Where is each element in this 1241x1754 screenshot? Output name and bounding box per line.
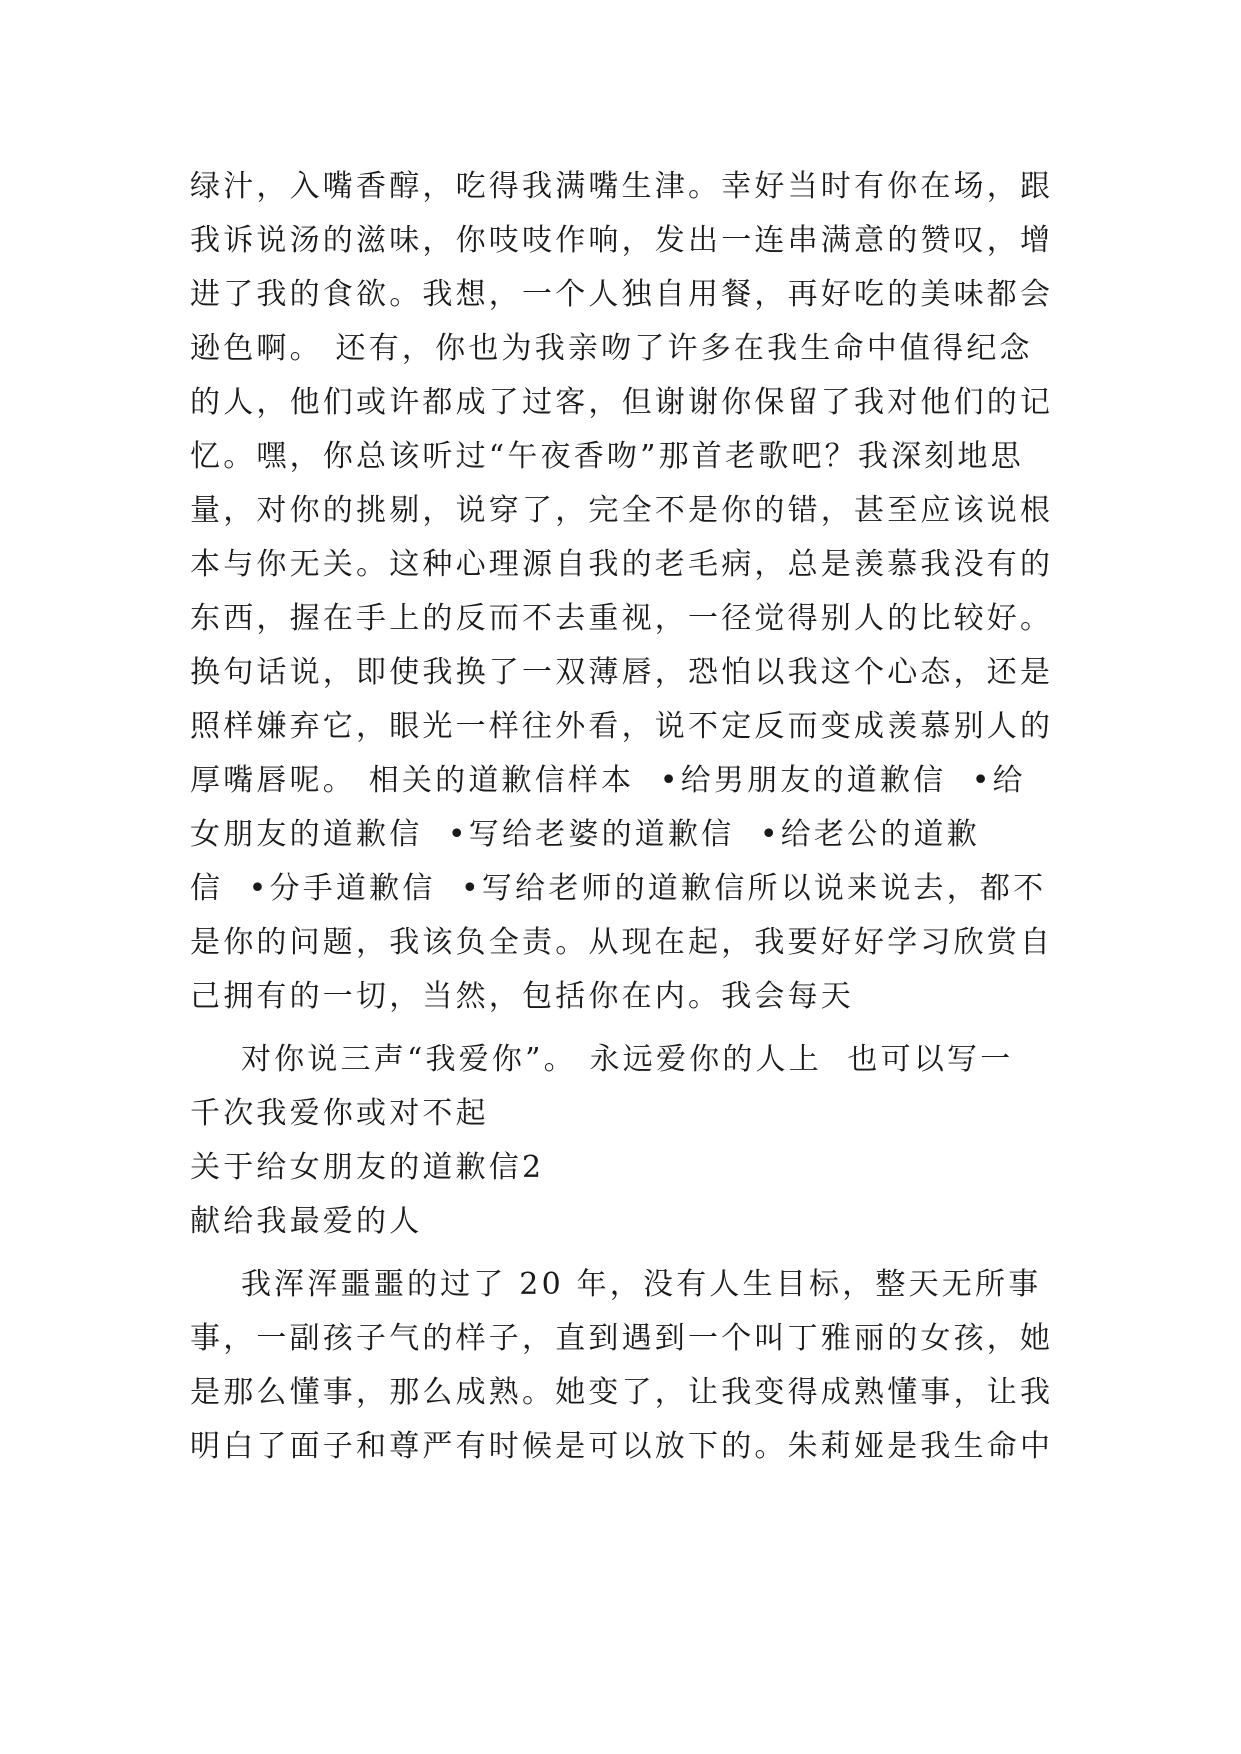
text-line: 绿汁，入嘴香醇，吃得我满嘴生津。幸好当时有你在场，跟 <box>190 169 1054 204</box>
text-line: 本与你无关。这种心理源自我的老毛病，总是羡慕我没有的 <box>190 547 1054 582</box>
text-line: 明白了面子和尊严有时候是可以放下的。朱莉娅是我生命中 <box>190 1429 1054 1464</box>
text-line: 是你的问题，我该负全责。从现在起，我要好好学习欣赏自 <box>190 925 1054 960</box>
text-line: 照样嫌弃它，眼光一样往外看，说不定反而变成羡慕别人的 <box>190 709 1054 744</box>
text-line: 己拥有的一切，当然，包括你在内。我会每天 <box>190 979 854 1014</box>
text-line: 信 •分手道歉信 •写给老师的道歉信所以说来说去，都不 <box>190 871 1047 906</box>
text-line: 逊色啊。 还有，你也为我亲吻了许多在我生命中值得纪念 <box>190 331 1033 366</box>
text-line: 我诉说汤的滋味，你吱吱作响，发出一连串满意的赞叹，增 <box>190 223 1054 258</box>
text-line: 事，一副孩子气的样子，直到遇到一个叫丁雅丽的女孩，她 <box>190 1321 1054 1356</box>
text-line: 是那么懂事，那么成熟。她变了，让我变得成熟懂事，让我 <box>190 1375 1054 1410</box>
text-line: 对你说三声“我爱你”。 永远爱你的人上 也可以写一 <box>190 1042 1014 1077</box>
text-line: 量，对你的挑剔，说穿了，完全不是你的错，甚至应该说根 <box>190 493 1054 528</box>
text-line: 我浑浑噩噩的过了 20 年，没有人生目标，整天无所事 <box>190 1267 1042 1302</box>
text-line: 的人，他们或许都成了过客，但谢谢你保留了我对他们的记 <box>190 385 1054 420</box>
text-line: 进了我的食欲。我想，一个人独自用餐，再好吃的美味都会 <box>190 277 1054 312</box>
text-line: 换句话说，即使我换了一双薄唇，恐怕以我这个心态，还是 <box>190 655 1054 690</box>
text-line: 女朋友的道歉信 •写给老婆的道歉信 •给老公的道歉 <box>190 817 980 852</box>
text-line: 千次我爱你或对不起 <box>190 1096 489 1131</box>
text-line: 东西，握在手上的反而不去重视，一径觉得别人的比较好。 <box>190 601 1054 636</box>
text-line: 忆。嘿，你总该听过“午夜香吻”那首老歌吧？我深刻地思 <box>190 439 1024 474</box>
text-line: 厚嘴唇呢。 相关的道歉信样本 •给男朋友的道歉信 •给 <box>190 763 1026 798</box>
section-subtitle: 献给我最爱的人 <box>190 1204 423 1239</box>
section-heading: 关于给女朋友的道歉信2 <box>190 1150 545 1185</box>
